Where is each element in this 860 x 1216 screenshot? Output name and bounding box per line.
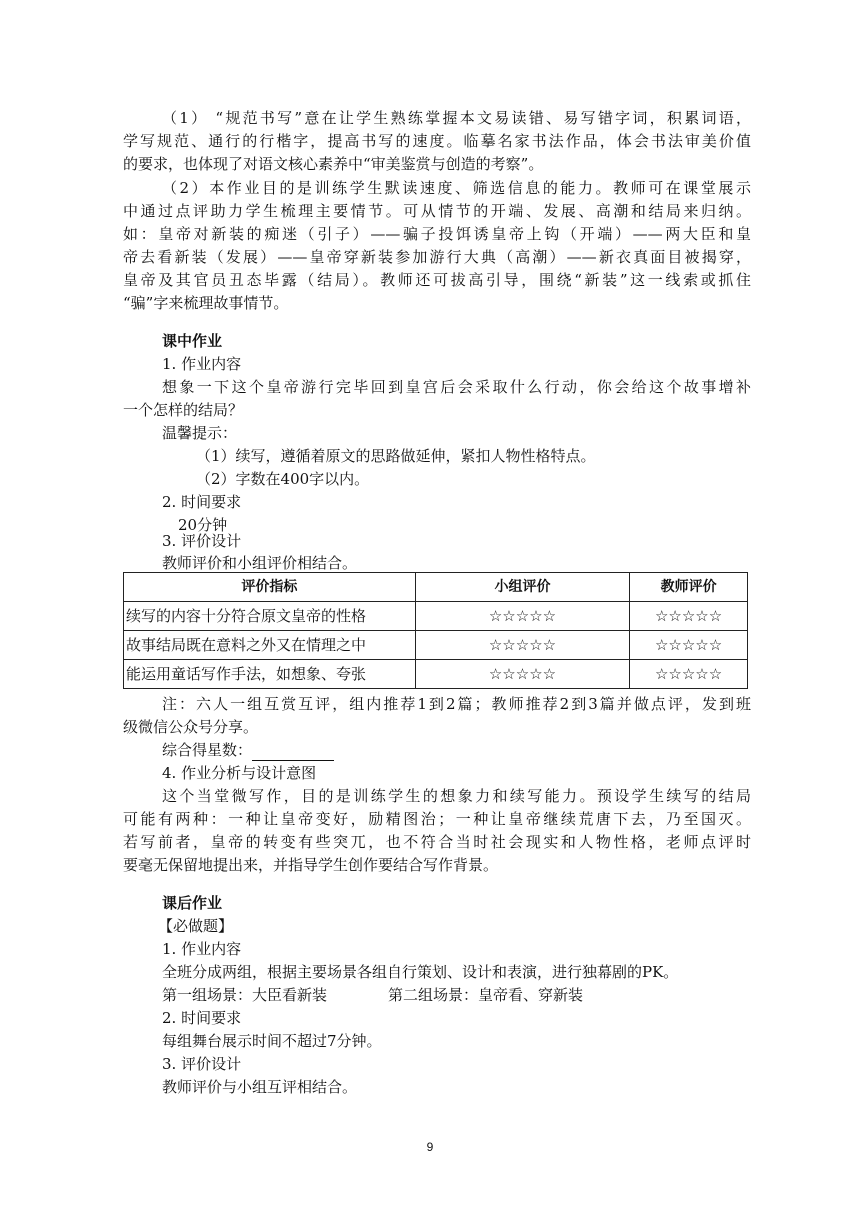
table-row: [124, 602, 748, 631]
item4-line-1: 这个当堂微写作，目的是训练学生的想象力和续写能力。预设学生续写的结局: [162, 787, 751, 805]
score-blank: [252, 744, 334, 761]
teacher-stars-cell: ☆☆☆☆☆: [630, 631, 748, 660]
p1-line-2: 学写规范、通行的行楷字，提高书写的速度。临摹名家书法作品，体会书法审美价值: [123, 132, 751, 150]
scene-1: 第一组场景：大臣看新装: [162, 986, 328, 1004]
p2-line-3: 如：皇帝对新装的痴迷（引子）——骗子投饵诱皇帝上钩（开端）——两大臣和皇: [123, 225, 751, 243]
group-stars-cell: ☆☆☆☆☆: [415, 631, 629, 660]
table-header-row: [124, 573, 748, 602]
header-criteria: 评价指标: [124, 573, 416, 602]
page-number: 9: [426, 1140, 434, 1154]
note-line-1: 注：六人一组互赏互评，组内推荐1到2篇；教师推荐2到3篇并做点评，发到班: [162, 695, 751, 713]
in-class-heading: 课中作业: [162, 332, 223, 350]
group-stars-cell: ☆☆☆☆☆: [415, 602, 629, 631]
after-class-item3-title: 3. 评价设计: [162, 1055, 242, 1073]
teacher-stars-cell: ☆☆☆☆☆: [630, 602, 748, 631]
in-class-item3-text: 教师评价和小组评价相结合。: [162, 554, 358, 572]
after-class-item1-text: 全班分成两组，根据主要场景各组自行策划、设计和表演，进行独幕剧的PK。: [162, 963, 679, 981]
group-stars-cell: ☆☆☆☆☆: [415, 660, 629, 689]
in-class-item4-title: 4. 作业分析与设计意图: [162, 764, 317, 782]
p2-line-4: 帝去看新装（发展）——皇帝穿新装参加游行大典（高潮）——新衣真面目被揭穿，: [123, 248, 751, 266]
item4-line-3: 若写前者，皇帝的转变有些突兀，也不符合当时社会现实和人物性格，老师点评时: [123, 833, 751, 851]
required-label: 【必做题】: [158, 917, 234, 935]
after-class-item2-text: 每组舞台展示时间不超过7分钟。: [162, 1032, 382, 1050]
after-class-item3-text: 教师评价与小组互评相结合。: [162, 1078, 358, 1096]
item4-line-4: 要毫无保留地提出来，并指导学生创作要结合写作背景。: [123, 856, 499, 874]
score-line: [162, 739, 334, 761]
p2-line-1: （2）本作业目的是训练学生默读速度、筛选信息的能力。教师可在课堂展示: [162, 179, 751, 197]
in-class-item2-text: 20分钟: [178, 516, 228, 534]
criteria-cell: 能运用童话写作手法，如想象、夸张: [124, 660, 416, 689]
p2-line-2: 中通过点评助力学生梳理主要情节。可从情节的开端、发展、高潮和结局来归纳。: [123, 202, 751, 220]
table-row: [124, 660, 748, 689]
criteria-cell: 故事结局既在意料之外又在情理之中: [124, 631, 416, 660]
in-class-item3-title: 3. 评价设计: [162, 532, 242, 550]
in-class-item1-line-1: 想象一下这个皇帝游行完毕回到皇宫后会采取什么行动，你会给这个故事增补: [162, 378, 751, 396]
after-class-item1-title: 1. 作业内容: [162, 940, 242, 958]
tip-2: （2）字数在400字以内。: [196, 470, 370, 488]
header-teacher-eval: 教师评价: [630, 573, 748, 602]
teacher-stars-cell: ☆☆☆☆☆: [630, 660, 748, 689]
p2-line-6: “骗”字来梳理故事情节。: [123, 294, 289, 312]
in-class-item1-title: 1. 作业内容: [162, 355, 242, 373]
p1-line-1: （1） “规范书写”意在让学生熟练掌握本文易读错、易写错字词，积累词语，: [162, 109, 751, 127]
p2-line-5: 皇帝及其官员丑态毕露（结局）。教师还可拔高引导，围绕“新装”这一线索或抓住: [123, 271, 751, 289]
score-label: 综合得星数：: [162, 741, 253, 759]
in-class-item1-line-2: 一个怎样的结局？: [123, 401, 244, 419]
after-class-item2-title: 2. 时间要求: [162, 1009, 242, 1027]
in-class-item2-title: 2. 时间要求: [162, 493, 242, 511]
tip-label: 温馨提示：: [162, 424, 238, 442]
evaluation-table: [123, 572, 748, 689]
header-group-eval: 小组评价: [415, 573, 629, 602]
p1-line-3: 的要求，也体现了对语文核心素养中“审美鉴赏与创造的考察”。: [123, 155, 544, 173]
scene-2: 第二组场景：皇帝看、穿新装: [388, 986, 584, 1004]
after-class-heading: 课后作业: [162, 894, 223, 912]
note-line-2: 级微信公众号分享。: [123, 718, 259, 736]
table-row: [124, 631, 748, 660]
tip-1: （1）续写，遵循着原文的思路做延伸，紧扣人物性格特点。: [196, 447, 596, 465]
item4-line-2: 可能有两种：一种让皇帝变好，励精图治；一种让皇帝继续荒唐下去，乃至国灭。: [123, 810, 751, 828]
criteria-cell: 续写的内容十分符合原文皇帝的性格: [124, 602, 416, 631]
